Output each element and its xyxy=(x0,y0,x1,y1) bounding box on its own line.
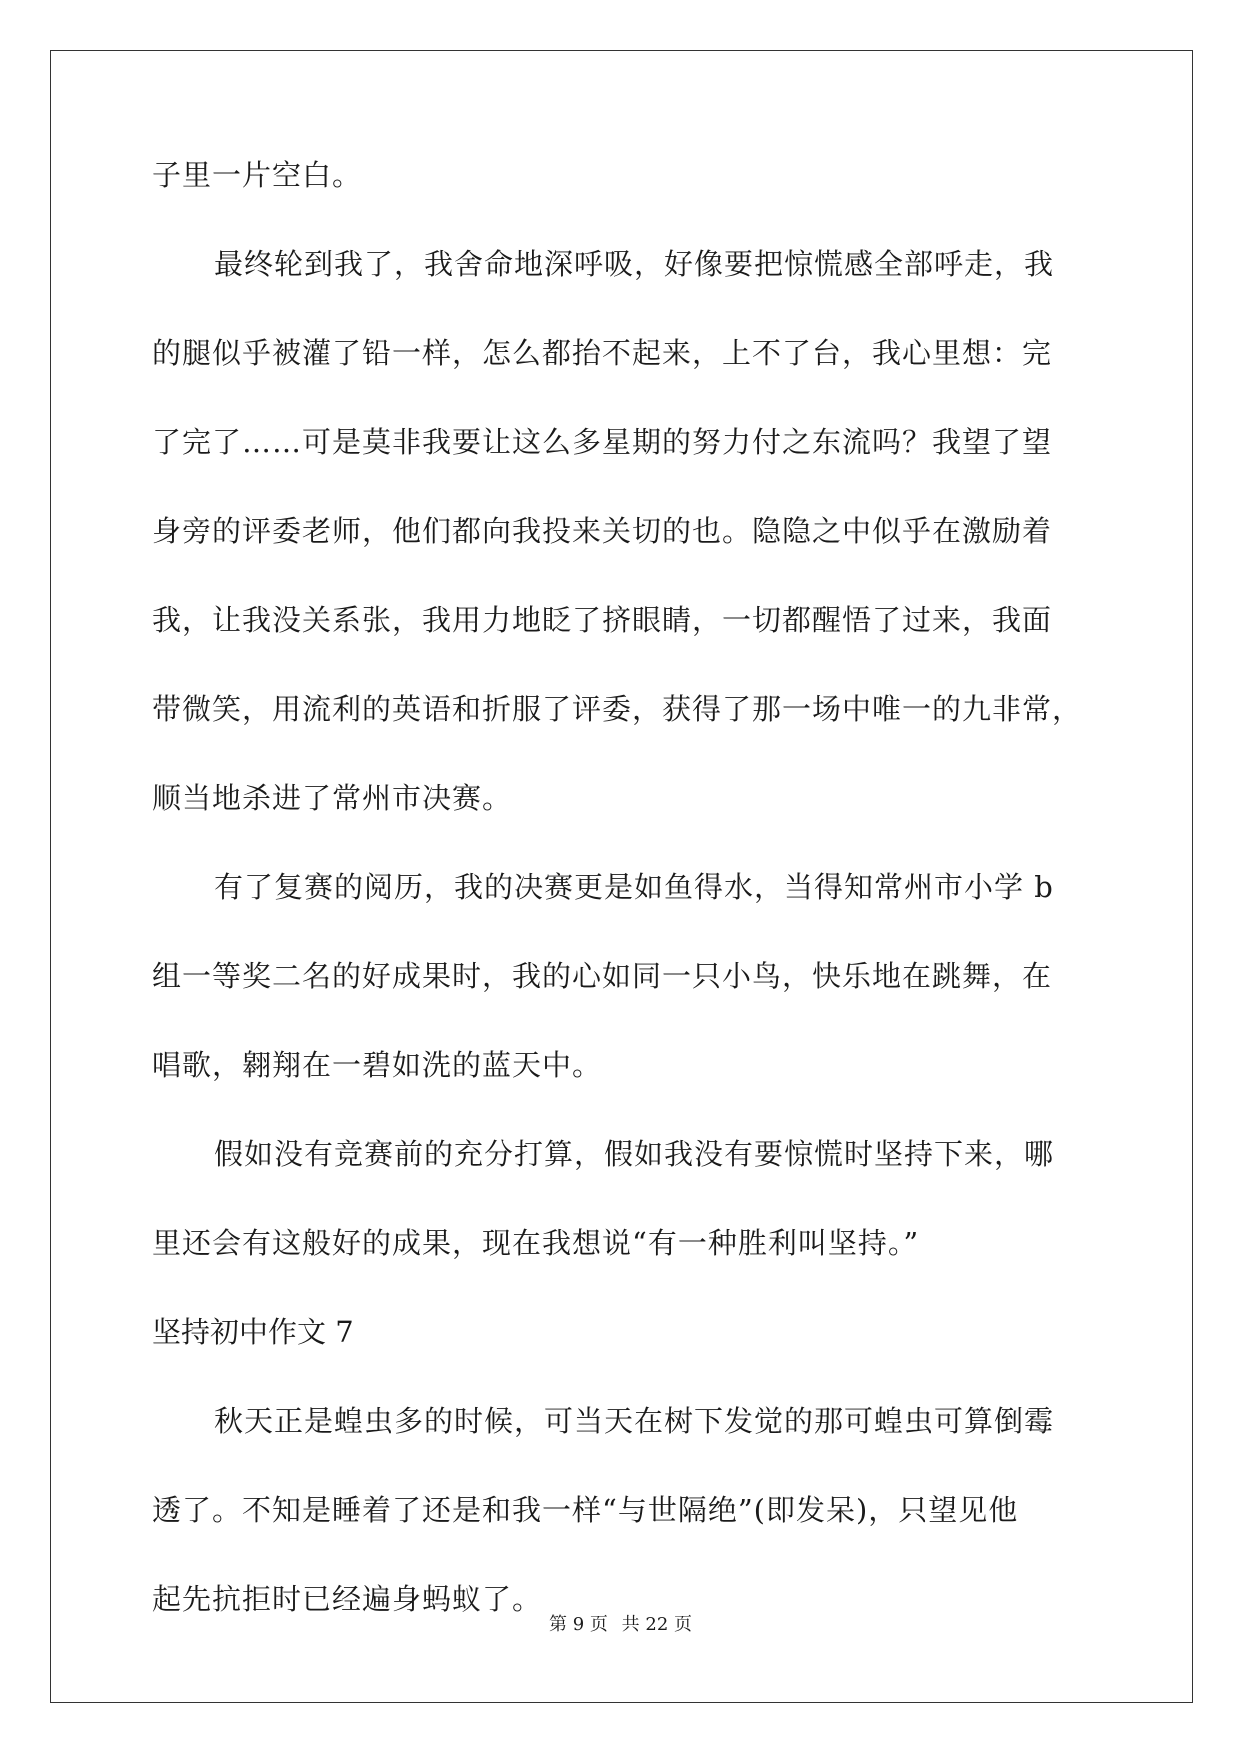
text-line: 带微笑，用流利的英语和折服了评委，获得了那一场中唯一的九非常， xyxy=(152,692,1083,726)
text-line: 秋天正是蝗虫多的时候，可当天在树下发觉的那可蝗虫可算倒霉 xyxy=(214,1404,1055,1438)
text-line: 最终轮到我了，我舍命地深呼吸，好像要把惊慌感全部呼走，我 xyxy=(214,247,1055,281)
text-line: 我，让我没关系张，我用力地眨了挤眼睛，一切都醒悟了过来，我面 xyxy=(152,603,1053,637)
page-number: 第 9 页 xyxy=(549,1614,608,1635)
text-line: 子里一片空白。 xyxy=(152,158,363,192)
text-line: 起先抗拒时已经遍身蚂蚁了。 xyxy=(152,1582,543,1616)
text-line: 有了复赛的阅历，我的决赛更是如鱼得水，当得知常州市小学 b xyxy=(214,870,1054,904)
text-line: 透了。不知是睡着了还是和我一样“与世隔绝”(即发呆)，只望见他 xyxy=(152,1493,1019,1527)
text-line: 了完了……可是莫非我要让这么多星期的努力付之东流吗？我望了望 xyxy=(152,425,1053,459)
text-line: 组一等奖二名的好成果时，我的心如同一只小鸟，快乐地在跳舞，在 xyxy=(152,959,1053,993)
text-line: 里还会有这般好的成果，现在我想说“有一种胜利叫坚持。” xyxy=(152,1226,920,1260)
text-line: 的腿似乎被灌了铅一样，怎么都抬不起来，上不了台，我心里想：完 xyxy=(152,336,1053,370)
text-line: 唱歌，翱翔在一碧如洗的蓝天中。 xyxy=(152,1048,603,1082)
page-total: 共 22 页 xyxy=(621,1614,692,1635)
section-heading: 坚持初中作文 7 xyxy=(152,1315,354,1349)
document-body xyxy=(152,155,1092,1668)
text-line: 身旁的评委老师，他们都向我投来关切的也。隐隐之中似乎在激励着 xyxy=(152,514,1053,548)
page-footer xyxy=(0,1610,1241,1636)
text-line: 假如没有竞赛前的充分打算，假如我没有要惊慌时坚持下来，哪 xyxy=(214,1137,1055,1171)
text-line: 顺当地杀进了常州市决赛。 xyxy=(152,781,513,815)
